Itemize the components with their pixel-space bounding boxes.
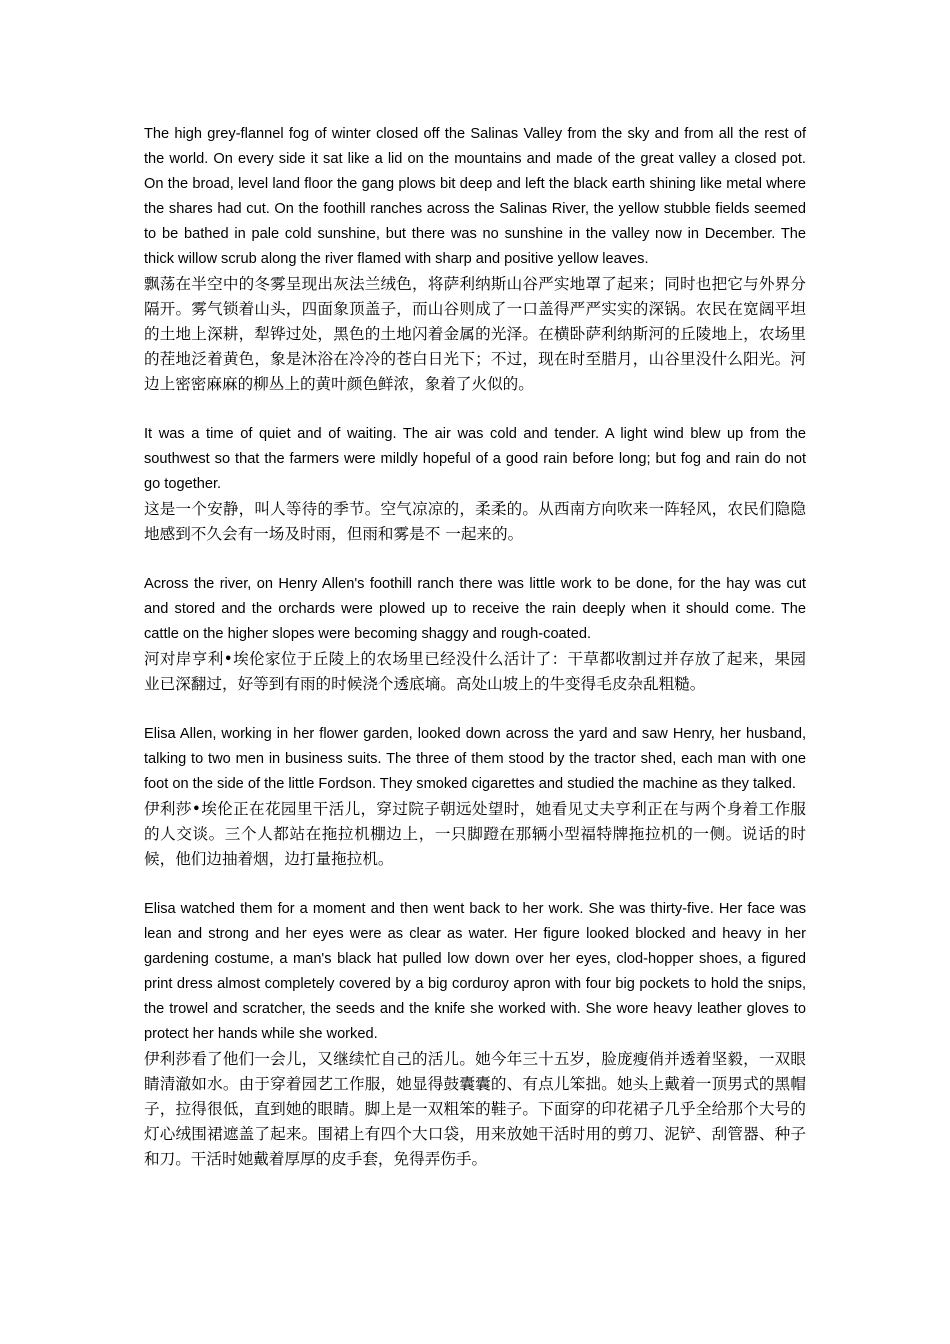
english-text: Across the river, on Henry Allen's foothill ranch there was little work to be done, for the hay was cut and stored and the orchards were plowed up to receive the rain deeply when it should come. The cattle on the higher slopes were becoming shaggy and rough-coated. (144, 576, 806, 642)
paragraph-1 (144, 122, 806, 397)
english-text: It was a time of quiet and of waiting. The air was cold and tender. A light wind blew up from the southwest so that the farmers were mildly hopeful of a good rain before long; but fog and rain do not go together. (144, 426, 806, 492)
paragraph-4 (144, 722, 806, 872)
chinese-translation: 伊利莎•埃伦正在花园里干活儿，穿过院子朝远处望时，她看见丈夫亨利正在与两个身着工作服的人交谈。三个人都站在拖拉机棚边上，一只脚蹬在那辆小型福特牌拖拉机的一侧。说话的时候，他们边抽着烟，边打量拖拉机。 (144, 800, 806, 868)
chinese-translation: 这是一个安静，叫人等待的季节。空气凉凉的，柔柔的。从西南方向吹来一阵轻风，农民们隐隐地感到不久会有一场及时雨，但雨和雾是不 一起来的。 (144, 500, 806, 543)
document-page (144, 122, 806, 1197)
paragraph-5 (144, 897, 806, 1172)
chinese-translation: 伊利莎看了他们一会儿，又继续忙自己的活儿。她今年三十五岁，脸庞瘦俏并透着坚毅，一双眼睛清澈如水。由于穿着园艺工作服，她显得鼓囊囊的、有点儿笨拙。她头上戴着一顶男式的黑帽子，拉得很低，直到她的眼睛。脚上是一双粗笨的鞋子。下面穿的印花裙子几乎全给那个大号的灯心绒围裙遮盖了起来。围裙上有四个大口袋，用来放她干活时用的剪刀、泥铲、刮管器、种子和刀。干活时她戴着厚厚的皮手套，免得弄伤手。 (144, 1050, 806, 1168)
paragraph-3 (144, 572, 806, 697)
english-text: The high grey-flannel fog of winter closed off the Salinas Valley from the sky and from all the rest of the world. On every side it sat like a lid on the mountains and made of the great valley a closed pot. On the broad, level land floor the gang plows bit deep and left the black earth shining like metal where the shares had cut. On the foothill ranches across the Salinas River, the yellow stubble fields seemed to be bathed in pale cold sunshine, but there was no sunshine in the valley now in December. The thick willow scrub along the river flamed with sharp and positive yellow leaves. (144, 126, 806, 267)
chinese-translation: 河对岸亨利•埃伦家位于丘陵上的农场里已经没什么活计了：干草都收割过并存放了起来，果园业已深翻过，好等到有雨的时候浇个透底墒。高处山坡上的牛变得毛皮杂乱粗糙。 (144, 650, 806, 693)
english-text: Elisa watched them for a moment and then went back to her work. She was thirty-five. Her face was lean and strong and her eyes were as clear as water. Her figure looked blocked and heavy in her gardening costume, a man's black hat pulled low down over her eyes, clod-hopper shoes, a figured print dress almost completely covered by a big corduroy apron with four big pockets to hold the snips, the trowel and scratcher, the seeds and the knife she worked with. She wore heavy leather gloves to protect her hands while she worked. (144, 901, 806, 1042)
chinese-translation: 飘荡在半空中的冬雾呈现出灰法兰绒色，将萨利纳斯山谷严实地罩了起来；同时也把它与外界分隔开。雾气锁着山头，四面象顶盖子，而山谷则成了一口盖得严严实实的深锅。农民在宽阔平坦的土地上深耕，犁铧过处，黑色的土地闪着金属的光泽。在横卧萨利纳斯河的丘陵地上，农场里的茬地泛着黄色，象是沐浴在冷冷的苍白日光下；不过，现在时至腊月，山谷里没什么阳光。河边上密密麻麻的柳丛上的黄叶颜色鲜浓，象着了火似的。 (144, 275, 806, 393)
english-text: Elisa Allen, working in her flower garden, looked down across the yard and saw Henry, her husband, talking to two men in business suits. The three of them stood by the tractor shed, each man with one foot on the side of the little Fordson. They smoked cigarettes and studied the machine as they talked. (144, 726, 806, 792)
paragraph-2 (144, 422, 806, 547)
